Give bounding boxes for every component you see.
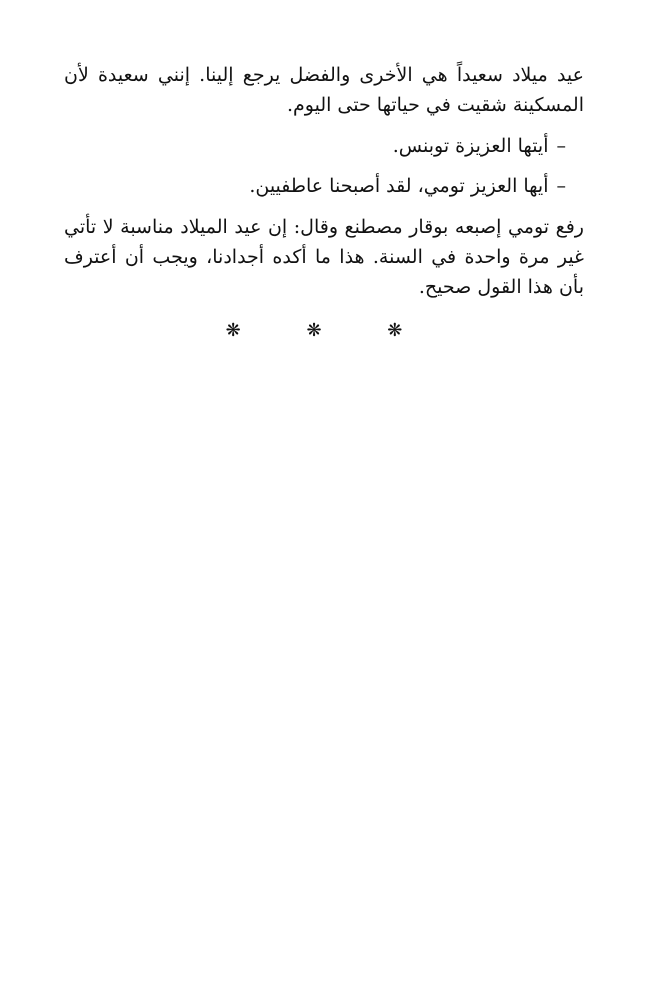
paragraph-2: رفع تومي إصبعه بوقار مصطنع وقال: إن عيد الميلاد مناسبة لا تأتي غير مرة واحدة في السنة. هذا ما أكده أجدادنا، ويجب أن أعترف بأن هذا القول صحيح.: [64, 215, 584, 299]
separator-star-icon: ❋: [306, 319, 342, 341]
dialogue-text: أيتها العزيزة توبنس.: [392, 134, 549, 157]
separator-star-icon: ❋: [225, 319, 261, 341]
page-content: [64, 60, 584, 346]
dialogue-text: أيها العزيز تومي، لقد أصبحنا عاطفيين.: [249, 175, 549, 198]
paragraph-1: عيد ميلاد سعيداً هي الأخرى والفضل يرجع إلينا. إنني سعيدة لأن المسكينة شقيت في حياتها حتى اليوم.: [64, 64, 584, 117]
dialogue-line-1: [64, 131, 584, 161]
dialogue-dash: –: [556, 175, 566, 198]
separator-star-icon: ❋: [387, 319, 423, 341]
dialogue-line-2: [64, 171, 584, 201]
dialogue-dash: –: [556, 134, 566, 157]
section-separator: [64, 317, 584, 346]
